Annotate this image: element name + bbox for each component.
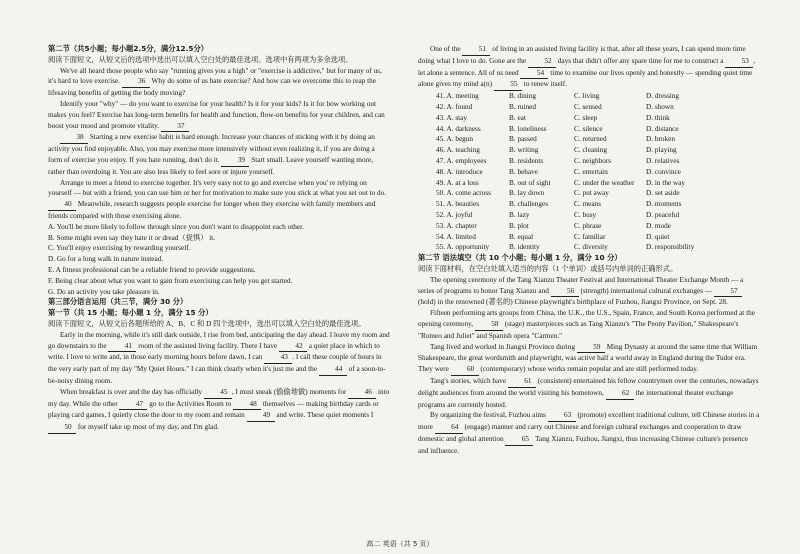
option-row: 48. A. introduce B. behave C. entertain D. convince xyxy=(436,167,682,176)
option-row: 47. A. employees B. residents C. neighbors D. relatives xyxy=(436,156,680,165)
paragraph: One of the 51 of living in an assisted living facility is that, after all these years, I can spend more time doing what I love to do. Gone are the 52 days that didn't offer any spare time for me to construct a 53 , let alone a sentence. All of us need 54 time to examine our lives openly and honestly — spending quiet time alone gives my mind a(n) 55 to renew itself. xyxy=(418,44,760,91)
blank: 41 xyxy=(108,341,136,353)
section-heading: 第二节（共5小题；每小题2.5分，满分12.5分） xyxy=(48,44,209,53)
option-row: 43. A. stay B. eat C. sleep D. think xyxy=(436,113,670,122)
blank: 62 xyxy=(606,388,634,400)
choice-e: E. A fitness professional can be a reliable friend to provide suggestions. xyxy=(48,265,256,274)
blank: 60 xyxy=(451,364,479,376)
paragraph: By organizing the festival, Fuzhou aims 63 (promote) excellent traditional culture, tell Chinese stories in a more 64 (engage) manner and carry out Chinese and foreign cultural exchanges and cooperation to draw domestic and global attention 65 Tang Xianzu, Fuzhou, Jiangxi, thus increasing Chinese culture's presence and influence. xyxy=(418,411,760,455)
choice-f: F. Being clear about what you want to gain from exercising can help you get started. xyxy=(48,276,293,285)
option-table xyxy=(418,91,760,253)
blank: 58 xyxy=(475,319,503,331)
blank: 54 xyxy=(520,68,548,80)
option-row: 53. A. chapter B. plot C. phrase D. mode xyxy=(436,221,671,230)
left-column xyxy=(48,44,390,434)
blank: 38 xyxy=(60,132,88,144)
blank: 52 xyxy=(528,56,556,68)
page-footer: 高二 英语（共 5 页） xyxy=(366,540,434,548)
blank: 64 xyxy=(435,422,463,434)
paragraph: Tang lived and worked in Jiangxi Province during 59 Ming Dynasty at around the same time that William Shakespeare, the great wordsmith and playwright, was active half a world away in England during the Tudor era. They were 60 (contemporary) whose works remain popular and are still performed today. xyxy=(418,342,760,376)
blank: 44 xyxy=(319,364,347,376)
paragraph: Tang's stories, which have 61 (consistent) entertained his fellow countrymen over the centuries, nowadays delight audiences from around the world visiting his hometown, 62 the international theater exchange programs are currently hosted. xyxy=(418,376,759,409)
option-row: 46. A. teaching B. writing C. cleaning D. playing xyxy=(436,146,677,155)
blank: 48 xyxy=(233,399,261,411)
blank: 50 xyxy=(48,422,76,434)
part-heading: 第三部分语言运用（共三节，满分 30 分） xyxy=(48,297,188,307)
paragraph: The opening ceremony of the Tang Xianzu Theater Festival and International Theater Exchange Month — a series of programs to honor Tang Xianzu and 56 (strength) international cultural exchanges — 57 (hold) in the renowned (著名的) Chinese playwright's birthplace of Fuzhou, Jiangxi Province, on Sept. 28. xyxy=(418,275,744,307)
choice-g: G. Do an activity you take pleasure in. xyxy=(48,287,160,296)
blank: 39 xyxy=(221,155,249,167)
option-row: 45. A. begun B. passed C. returned D. broken xyxy=(436,135,675,144)
blank: 63 xyxy=(548,410,576,422)
blank: 59 xyxy=(577,342,605,354)
blank: 40 xyxy=(48,199,76,211)
blank: 45 xyxy=(204,387,232,399)
paragraph: We've all heard those people who say "running gives you a high" or "exercise is addictive," but for many of us, it's hard to love exercise. 36 Why do some of us hate exercise? And how can we overcome this to reap the lifesaving benefits of getting the body moving? xyxy=(48,66,382,98)
choice-b: B. Some might even say they hate it or dread（捉惧） it. xyxy=(48,233,216,242)
section-heading: 第一节（共 15 小题；每小题 1 分，满分 15 分） xyxy=(48,308,213,318)
instructions: 阅读下面短文，从短文后的选项中选出可以填入空白处的最佳选项。选项中有两项为多余选项。 xyxy=(48,55,353,64)
blank: 37 xyxy=(161,121,189,133)
option-row: 55. A. opportunity B. identity C. diversity D. responsibility xyxy=(436,243,695,252)
choice-d: D. Go for a long walk in nature instead. xyxy=(48,255,164,264)
option-row: 42. A. found B. ruined C. sensed D. shown xyxy=(436,102,674,111)
blank: 61 xyxy=(508,376,536,388)
choice-c: C. You'll enjoy exercising by rewarding yourself. xyxy=(48,244,191,253)
section-heading: 第二节 语法填空（共 10 个小题；每小题 1 分，满分 10 分） xyxy=(418,253,622,263)
option-row: 51. A. beauties B. challenges C. means D. moments xyxy=(436,200,682,209)
option-row: 50. A. come across B. lay down C. put away D. set aside xyxy=(436,189,680,198)
paragraph: 38 Starting a new exercise habit is hard enough. Increase your chances of sticking with it by doing an activity you find enjoyable. Also, you may exercise more intensively without even realizing it, if you are doing a form of exercise you enjoy. If you hate running, don't do it. 39 Start small. Leave yourself wanting more, rather than overdoing it. You are also less likely to feel sore or injure yourself. xyxy=(48,133,375,176)
option-row: 49. A. at a loss B. out of sight C. under the weather D. in the way xyxy=(436,178,686,187)
instructions: 阅读下面材料，在空白处填入适当的内容（1 个单词）或括号内单词的正确形式。 xyxy=(418,264,678,273)
option-row: 54. A. limited B. equal C. familiar D. quiet xyxy=(436,232,670,241)
blank: 43 xyxy=(264,352,292,364)
blank: 55 xyxy=(494,79,522,91)
option-row: 44. A. darkness B. loneliness C. silence D. distance xyxy=(436,124,679,133)
paragraph: Fifteen performing arts groups from China, the U.K., the U.S., Spain, France, and South Korea performed at the opening ceremony, 58 (stage) masterpieces such as Tang Xianzu's "The Peony Pavilion," Shakespeare's "Romeo and Juliet" and Spanish opera "Carmen." xyxy=(418,309,755,340)
blank: 65 xyxy=(505,434,533,446)
blank: 47 xyxy=(119,399,147,411)
paragraph: When breakfast is over and the day has officially 45 , I must sneak (偷偷地做) moments for 46 into my day. While the other 47 go to the Activities Room to 48 themselves — making birthday cards or playing card games, I quietly close the door to my room and remain 49 and write. These quiet moments I 50 for myself take up most of my day, and I'm glad. xyxy=(48,387,390,434)
blank: 42 xyxy=(279,341,307,353)
blank: 46 xyxy=(348,387,376,399)
choice-a: A. You'll be more likely to follow through since you don't want to disappoint each other. xyxy=(48,222,304,231)
blank: 57 xyxy=(714,286,742,298)
blank: 36 xyxy=(122,76,150,88)
paragraph: Early in the morning, while it's still dark outside, I rise from bed, anticipating the day ahead. I leave my room and go downstairs to the 41 room of the assisted living facility. There I have 42 a quiet place in which to write. I love to write and, in those early morning hours before dawn, I can 43 . I call these couple of hours in the very early part of my day "My Quiet Hours." I can think clearly when it's just me and the 44 of a soon-to-be-noisy dining room. xyxy=(48,330,390,385)
paragraph: Identify your "why" — do you want to exercise for your health? Is it for your kids? Is it for how working out makes you feel? Exercise has long-term benefits for health and function, flow-on benefits for your children, and can boost your mood and promote vitality. 37 xyxy=(48,99,390,132)
right-column xyxy=(418,44,760,456)
blank: 56 xyxy=(551,286,579,298)
instructions: 阅读下面短文，从短文后各题所给的 A、B、C 和 D 四个选项中，选出可以填入空白处的最佳选项。 xyxy=(48,319,366,328)
blank: 53 xyxy=(725,56,753,68)
blank: 49 xyxy=(247,410,275,422)
option-row: 52. A. joyful B. lazy C. busy D. peaceful xyxy=(436,210,680,219)
option-row: 41. A. meeting B. dining C. living D. dressing xyxy=(436,92,680,101)
blank: 51 xyxy=(462,44,490,56)
paragraph: Arrange to meet a friend to exercise together. It's very easy not to go and exercise when you' re relying on yourself — but with a friend, you can use him or her for motivation to make sure you stick at what you set out to do. 40 Meanwhile, research suggests people exercise for longer when they exercise with family members and friends compared with those exercising alone. xyxy=(48,178,387,220)
